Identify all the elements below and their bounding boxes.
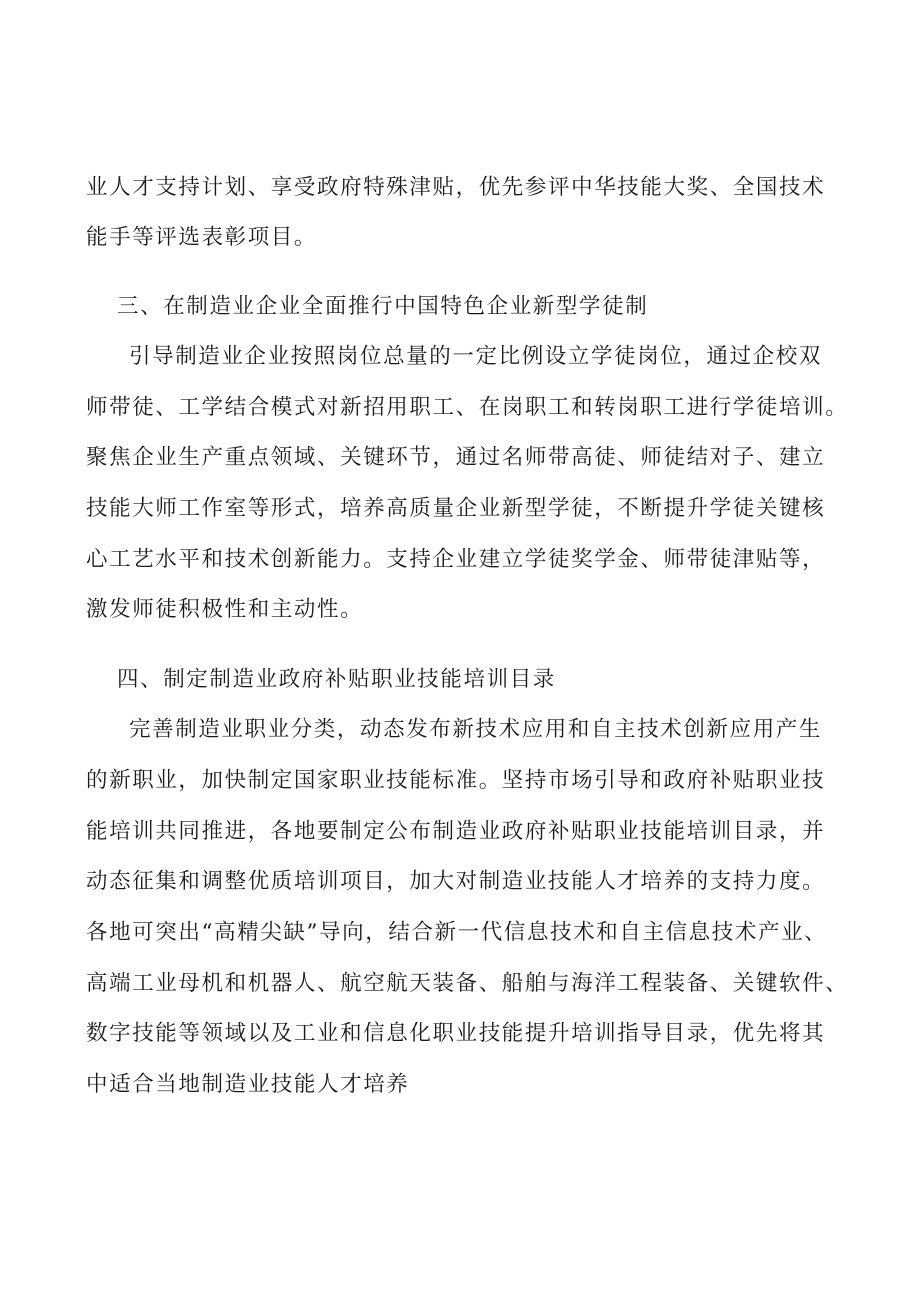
section-4-line-6: 高端工业母机和机器人、航空航天装备、船舶与海洋工程装备、关键软件、 <box>86 971 849 996</box>
section-3-line-3: 聚焦企业生产重点领域、关键环节，通过名师带高徒、师徒结对子、建立 <box>86 445 826 470</box>
section-3-line-5: 心工艺水平和技术创新能力。支持企业建立学徒奖学金、师带徒津贴等， <box>86 547 826 572</box>
section-4-line-2: 的新职业，加快制定国家职业技能标准。坚持市场引导和政府补贴职业技 <box>86 768 826 793</box>
continuation-line-2: 能手等评选表彰项目。 <box>86 225 318 250</box>
section-3-line-2: 师带徒、工学结合模式对新招用职工、在岗职工和转岗职工进行学徒培训。 <box>86 395 849 420</box>
continuation-line-1: 业人才支持计划、享受政府特殊津贴，优先参评中华技能大奖、全国技术 <box>86 175 826 200</box>
section-3-line-4: 技能大师工作室等形式，培养高质量企业新型学徒，不断提升学徒关键核 <box>86 496 826 521</box>
section-3-line-6: 激发师徒积极性和主动性。 <box>86 597 364 622</box>
section-4-heading: 四、制定制造业政府补贴职业技能培训目录 <box>117 667 556 692</box>
section-4-line-3: 能培训共同推进，各地要制定公布制造业政府补贴职业技能培训目录，并 <box>86 819 826 844</box>
section-4-line-1: 完善制造业职业分类，动态发布新技术应用和自主技术创新应用产生 <box>129 717 823 742</box>
section-4-line-5: 各地可突出“高精尖缺”导向，结合新一代信息技术和自主信息技术产业、 <box>86 920 828 945</box>
section-4-line-4: 动态征集和调整优质培训项目，加大对制造业技能人才培养的支持力度。 <box>86 869 826 894</box>
section-4-line-7: 数字技能等领域以及工业和信息化职业技能提升培训指导目录，优先将其 <box>86 1021 826 1046</box>
section-4-line-8: 中适合当地制造业技能人才培养 <box>86 1072 410 1097</box>
section-3-heading: 三、在制造业企业全面推行中国特色企业新型学徒制 <box>117 294 649 319</box>
section-3-line-1: 引导制造业企业按照岗位总量的一定比例设立学徒岗位，通过企校双 <box>129 344 823 369</box>
